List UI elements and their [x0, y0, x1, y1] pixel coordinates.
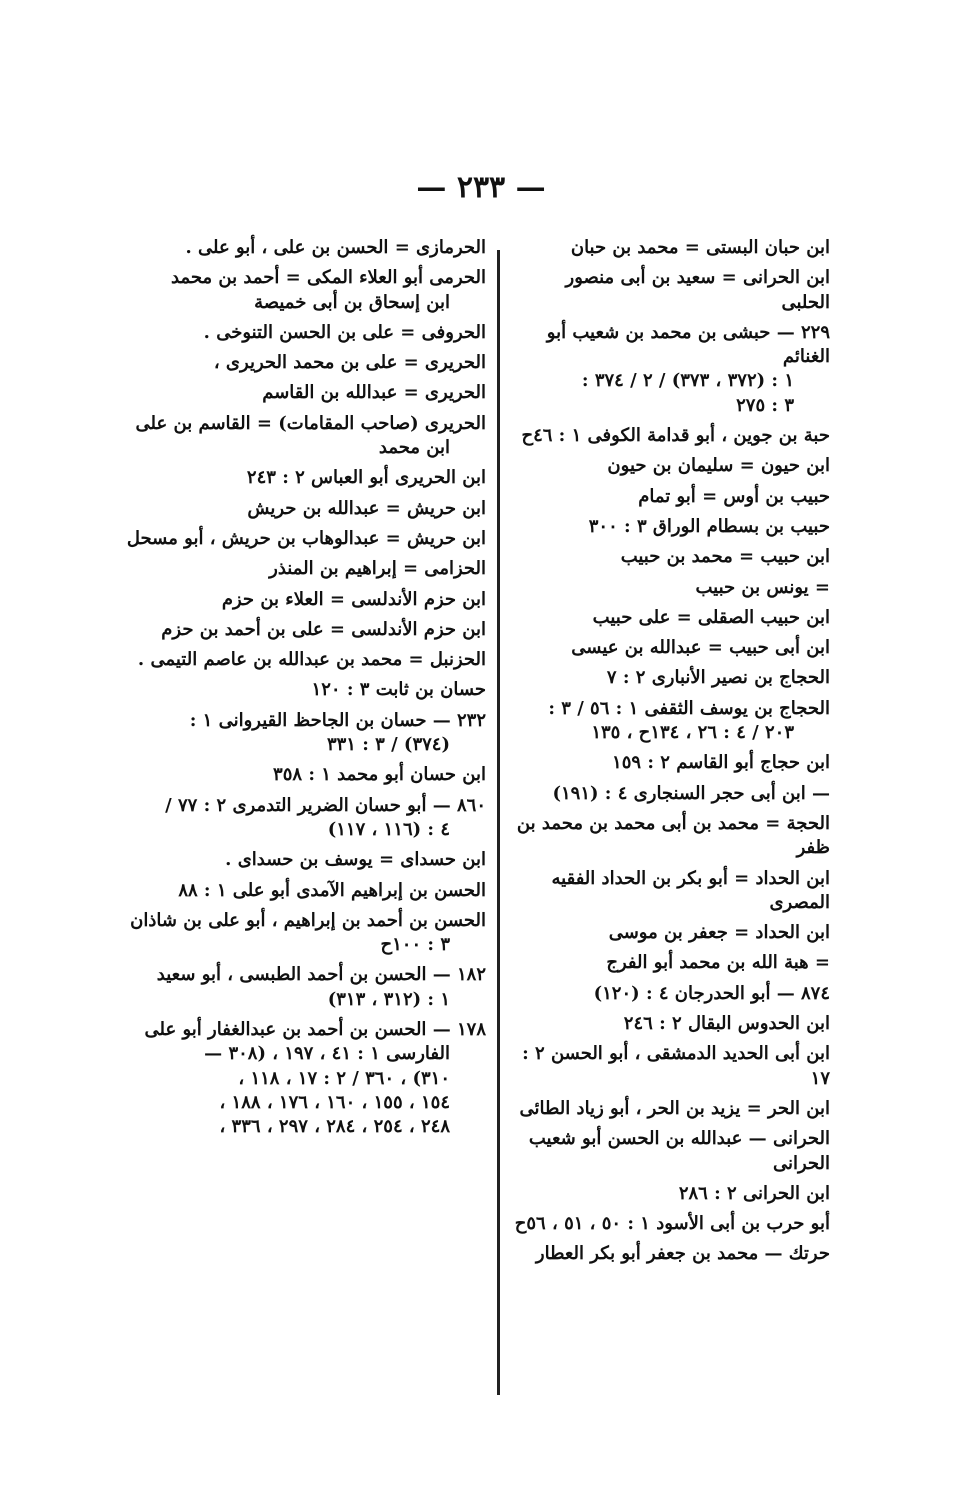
entry-line: حرتك — محمد بن جعفر أبو بكر العطار: [535, 1243, 830, 1265]
index-entry: [118, 618, 486, 642]
index-entry: [512, 867, 830, 916]
entry-line: الحرمازى = الحسن بن على ، أبو على .: [185, 237, 486, 258]
entry-line: ابن حيون = سليمان بن حيون: [607, 455, 830, 477]
index-column-right: [512, 236, 830, 1273]
entry-line: ابن حبان البستى = محمد بن حبان: [570, 237, 830, 258]
index-entry: [512, 666, 830, 690]
index-entry: [118, 588, 486, 612]
index-entry: [512, 485, 830, 509]
index-entry: [118, 763, 486, 787]
index-entry: [512, 606, 830, 630]
entry-line: ١٨٢ — الحسن بن أحمد الطبسى ، أبو سعيد: [156, 964, 486, 986]
entry-line: ابن الحداد = جعفر بن موسى: [608, 922, 830, 944]
index-entry: [118, 466, 486, 490]
entry-line: = هبة الله بن محمد أبو الفرج: [606, 952, 830, 974]
index-entry: [118, 794, 486, 843]
entry-continuation: ابن محمد: [378, 437, 450, 459]
entry-continuation: ٣١٠) ، ٣٦٠ / ٢ : ١٧ ، ١١٨ ،: [238, 1067, 450, 1089]
index-entry: [118, 963, 486, 1012]
index-entry: [512, 782, 830, 806]
index-entry: [118, 909, 486, 958]
index-entry: [512, 982, 830, 1006]
entry-line: ١٧٨ — الحسن بن أحمد بن عبدالغفار أبو على: [144, 1019, 486, 1041]
entry-line: ابن أبى الحديد الدمشقى ، أبو الحسن ٢ : ١٧: [522, 1043, 830, 1089]
entry-line: ابن حريش = عبدالله بن حريش: [247, 497, 486, 519]
index-entry: [118, 527, 486, 551]
entry-line: ابن الحرانى = سعيد بن أبى منصور الحلبى: [565, 267, 830, 313]
index-entry: [512, 697, 830, 746]
index-entry: [118, 648, 486, 672]
entry-line: الحجاج بن يوسف الثقفى ١ : ٥٦ / ٣ :: [548, 697, 830, 719]
entry-line: ٢٣٢ — حسان بن الجاحظ القيروانى ١ :: [189, 709, 486, 731]
entry-line: ابن الحريرى أبو العباس ٢ : ٢٤٣: [246, 467, 486, 489]
entry-continuation: ٣ : ١٠٠ح: [380, 934, 450, 956]
entry-line: ابن حزم الأندلسى = على بن أحمد بن حزم: [161, 618, 486, 640]
index-entry: [512, 454, 830, 478]
entry-line: حسان بن ثابت ٣ : ١٢٠: [311, 679, 486, 701]
index-entry: [118, 497, 486, 521]
entry-line: أبو حرب بن أبى الأسود ١ : ٥٠ ، ٥١ ، ٥٦ح: [514, 1213, 830, 1235]
entry-line: الحسن بن أحمد بن إبراهيم ، أبو على بن شاذان: [130, 909, 486, 931]
index-entry: [512, 424, 830, 448]
index-entry: [118, 1018, 486, 1139]
entry-line: الحسن بن إبراهيم الآمدى أبو على ١ : ٨٨: [178, 879, 486, 901]
index-entry: [512, 751, 830, 775]
index-entry: [512, 921, 830, 945]
index-entry: [118, 412, 486, 461]
entry-line: ابن حجاج أبو القاسم ٢ : ١٥٩: [612, 752, 830, 774]
index-entry: [512, 236, 830, 260]
entry-line: الحروفى = على بن الحسن التنوخى .: [203, 321, 486, 343]
index-entry: [118, 266, 486, 315]
entry-line: — ابن أبى حجر السنجارى ٤ : (١٩١): [552, 782, 830, 804]
entry-line: ابن أبى حبيب = عبدالله بن عيسى: [571, 637, 830, 659]
entry-continuation: ٣ : ٢٧٥: [736, 394, 794, 416]
index-entry: [512, 1127, 830, 1176]
entry-line: ابن حسان أبو محمد ١ : ٣٥٨: [273, 764, 486, 786]
index-entry: [512, 576, 830, 600]
entry-line: حبة بن جوين ، أبو قدامة الكوفى ١ : ٤٦ح: [521, 425, 830, 447]
entry-line: الحزنبل = محمد بن عبدالله بن عاصم التيمى .: [137, 649, 486, 671]
index-entry: [512, 1242, 830, 1266]
index-entry: [512, 545, 830, 569]
entry-line: ٨٦٠ — أبو حسان الضرير التدمرى ٢ : ٧٧ /: [165, 794, 486, 816]
entry-line: الحريرى = عبدالله بن القاسم: [262, 382, 486, 404]
entry-continuation: الفارسى ١ : ٤١ ، ١٩٧ ، (٣٠٨ —: [204, 1043, 450, 1065]
entry-line: ابن حريش = عبدالوهاب بن حريش ، أبو مسحل: [126, 527, 486, 549]
entry-line: الحجاج بن نصير الأنبارى ٢ : ٧: [606, 667, 830, 689]
entry-line: الحرانى — عبدالله بن الحسن أبو شعيب الحرانى: [528, 1128, 830, 1174]
index-entry: [512, 1212, 830, 1236]
page-number: — ٢٣٣ —: [416, 170, 546, 205]
index-entry: [512, 951, 830, 975]
entry-line: الحريرى = على بن محمد الحريرى ،: [213, 352, 486, 374]
entry-line: الحرمى أبو العلاء المكى = أحمد بن محمد: [171, 267, 486, 289]
entry-continuation: ٤ : (١١٦ ، ١١٧): [327, 818, 450, 840]
index-entry: [118, 848, 486, 872]
entry-line: ابن الحداد = أبو بكر بن الحداد الفقيه المصرى: [551, 867, 830, 913]
entry-continuation: ١ : (٣١٢ ، ٣١٣): [327, 988, 450, 1010]
entry-continuation: ١٥٤ ، ١٥٥ ، ١٦٠ ، ١٧٦ ، ١٨٨ ،: [219, 1091, 450, 1113]
entry-line: حبيب بن بسطام الوراق ٣ : ٣٠٠: [588, 515, 830, 537]
index-entry: [118, 879, 486, 903]
entry-line: حبيب بن أوس = أبو تمام: [638, 485, 830, 507]
index-column-left: [118, 236, 486, 1146]
entry-continuation: ابن إسحاق بن أبى خميصة: [254, 291, 450, 313]
index-entry: [512, 1182, 830, 1206]
entry-line: ابن الحرانى ٢ : ٢٨٦: [678, 1182, 830, 1204]
entry-continuation: ٢٤٨ ، ٢٥٤ ، ٢٨٤ ، ٢٩٧ ، ٣٣٦ ،: [219, 1116, 450, 1138]
entry-line: الحريرى (صاحب المقامات) = القاسم بن على: [135, 412, 486, 434]
entry-line: ابن الحدوس البقال ٢ : ٢٤٦: [623, 1013, 830, 1035]
index-entry: [118, 236, 486, 260]
index-entry: [118, 351, 486, 375]
index-entry: [118, 381, 486, 405]
index-entry: [512, 1097, 830, 1121]
entry-continuation: ١ : (٣٧٢ ، ٣٧٣) / ٢ / ٣٧٤ :: [581, 370, 794, 392]
entry-line: ابن حسداى = يوسف بن حسداى .: [225, 849, 486, 871]
entry-line: = يونس بن حبيب: [695, 576, 830, 598]
index-entry: [512, 1012, 830, 1036]
index-entry: [512, 812, 830, 861]
entry-continuation: (٣٧٤) / ٣ : ٣٣١: [326, 734, 450, 756]
entry-line: الحجة = محمد بن أبى محمد بن محمد بن ظفر: [516, 812, 830, 859]
entry-line: ٢٢٩ — حبشى بن محمد بن شعيب أبو الغنائم: [546, 321, 830, 368]
index-entry: [512, 515, 830, 539]
entry-line: ابن الحر = يزيد بن الحر ، أبو زياد الطائى: [519, 1097, 830, 1119]
column-divider: [497, 250, 500, 1395]
index-entry: [118, 678, 486, 702]
index-entry: [512, 636, 830, 660]
index-entry: [118, 557, 486, 581]
index-entry: [512, 1042, 830, 1091]
index-entry: [118, 709, 486, 758]
index-entry: [512, 266, 830, 315]
index-entry: [118, 321, 486, 345]
entry-line: الحزامى = إبراهيم بن المنذر: [269, 558, 486, 580]
entry-line: ابن حبيب الصقلى = على حبيب: [592, 606, 830, 628]
entry-continuation: ٢٠٣ / ٤ : ٢٦ ، ١٣٤ح ، ١٣٥: [591, 722, 794, 744]
entry-line: ٨٧٤ — أبو الحدرجان ٤ : (١٢٠): [593, 982, 830, 1004]
index-entry: [512, 321, 830, 418]
entry-line: ابن حبيب = محمد بن حبيب: [620, 546, 830, 568]
entry-line: ابن حزم الأندلسى = العلاء بن حزم: [221, 588, 486, 610]
